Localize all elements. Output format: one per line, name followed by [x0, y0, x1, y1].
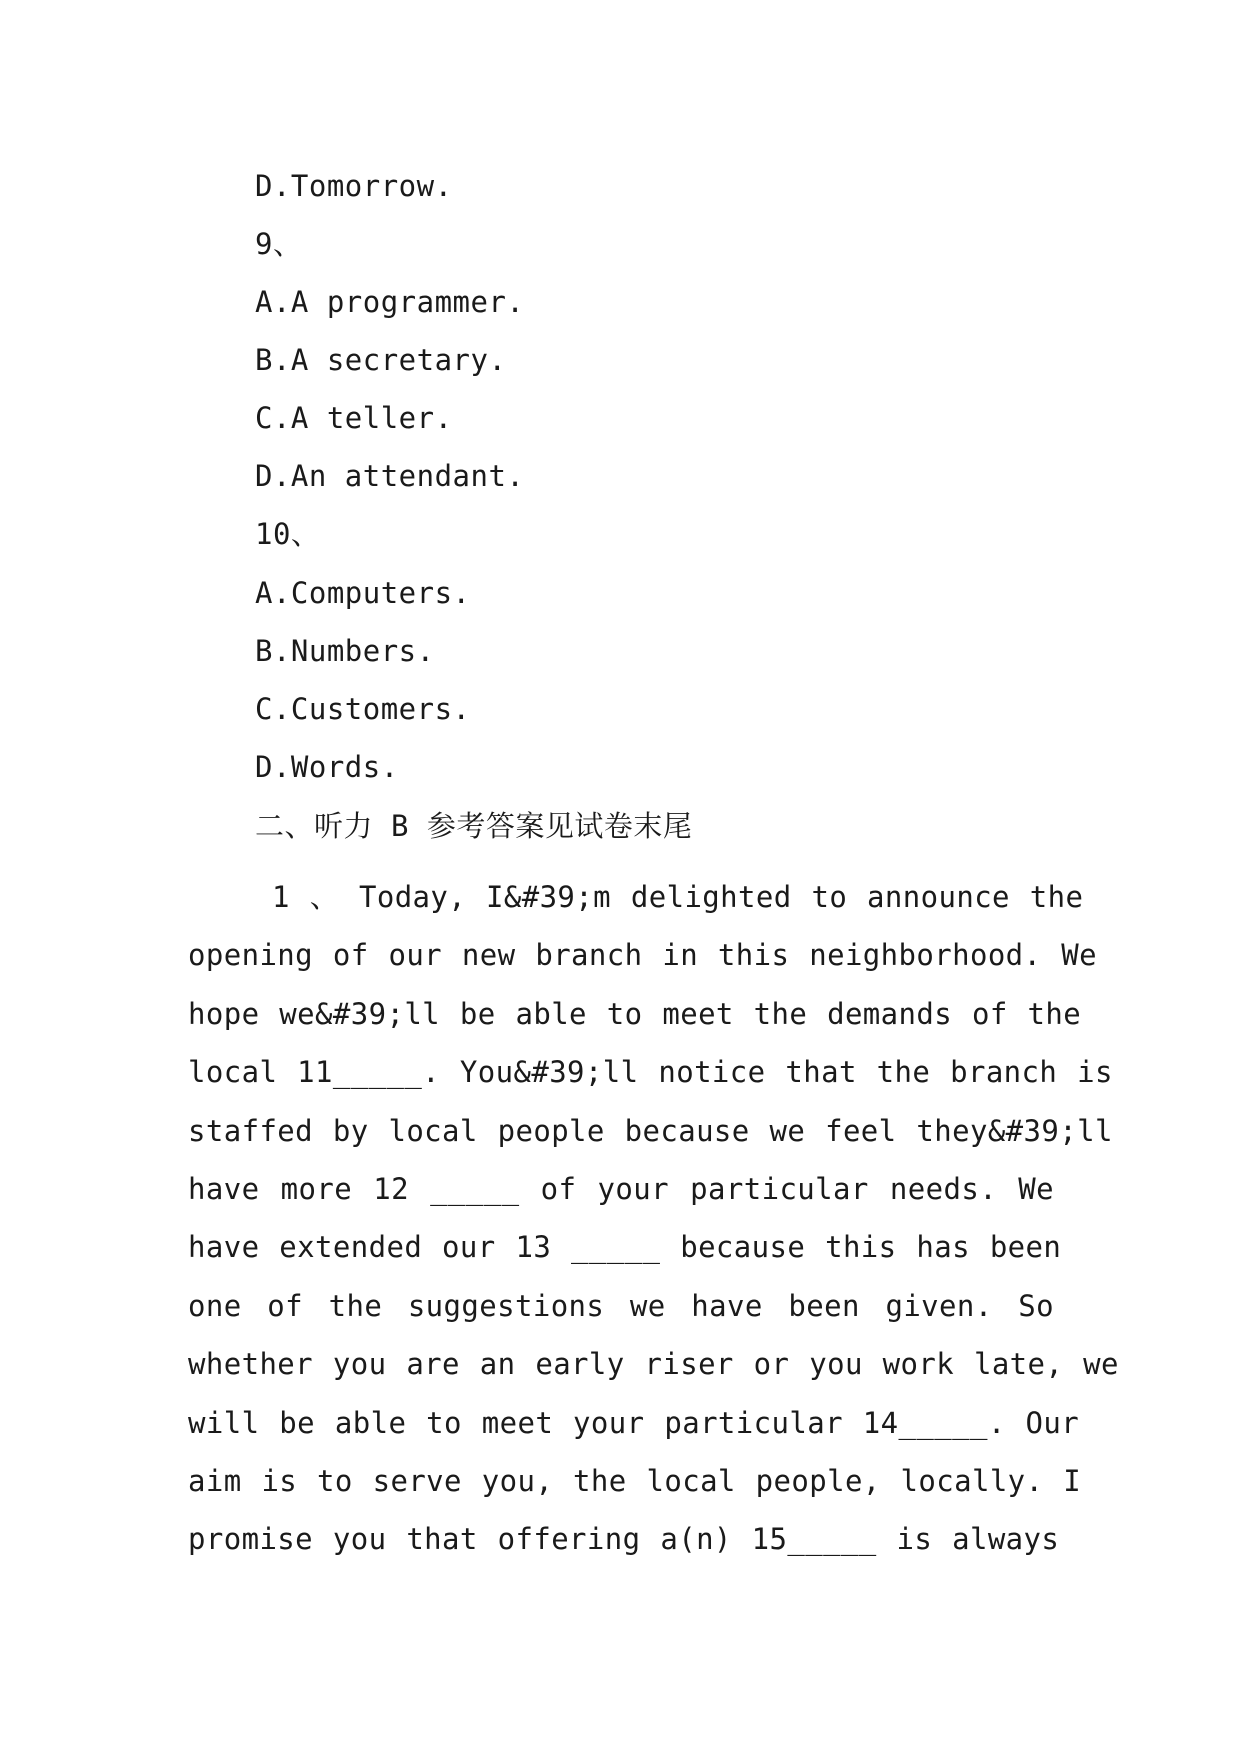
- question-9-number: 9、: [255, 227, 303, 261]
- passage-line: opening of our new branch in this neighborhood. We: [188, 938, 1097, 973]
- option-9-a: A.A programmer.: [255, 285, 525, 319]
- question-10-number: 10、: [255, 517, 321, 551]
- option-8-d: D.Tomorrow.: [255, 169, 453, 203]
- passage-line: promise you that offering a(n) 15_____ is always: [188, 1522, 1060, 1557]
- option-10-c: C.Customers.: [255, 692, 471, 726]
- passage-line: 1 、 Today, I&#39;m delighted to announce the: [272, 880, 1084, 914]
- passage-line: have more 12 _____ of your particular needs. We: [188, 1171, 1054, 1206]
- passage-line: whether you are an early riser or you work late, we: [188, 1347, 1119, 1382]
- passage-line: hope we&#39;ll be able to meet the demands of the: [188, 996, 1082, 1031]
- option-10-a: A.Computers.: [255, 576, 471, 610]
- option-9-b: B.A secretary.: [255, 343, 507, 377]
- passage-line: have extended our 13 _____ because this has been: [188, 1230, 1062, 1265]
- passage-line: staffed by local people because we feel they&#39;ll: [188, 1113, 1113, 1148]
- option-9-c: C.A teller.: [255, 401, 453, 435]
- passage-line: one of the suggestions we have been given. So: [188, 1288, 1054, 1323]
- option-9-d: D.An attendant.: [255, 459, 525, 493]
- passage-line: local 11_____. You&#39;ll notice that the branch is: [188, 1055, 1113, 1090]
- option-10-b: B.Numbers.: [255, 634, 435, 668]
- passage-line: aim is to serve you, the local people, locally. I: [188, 1463, 1082, 1498]
- section-heading: 二、听力 B 参考答案见试卷末尾: [255, 809, 693, 843]
- passage-line: will be able to meet your particular 14_____. Our: [188, 1405, 1080, 1440]
- option-10-d: D.Words.: [255, 750, 399, 784]
- passage-paragraph: [188, 868, 1119, 1569]
